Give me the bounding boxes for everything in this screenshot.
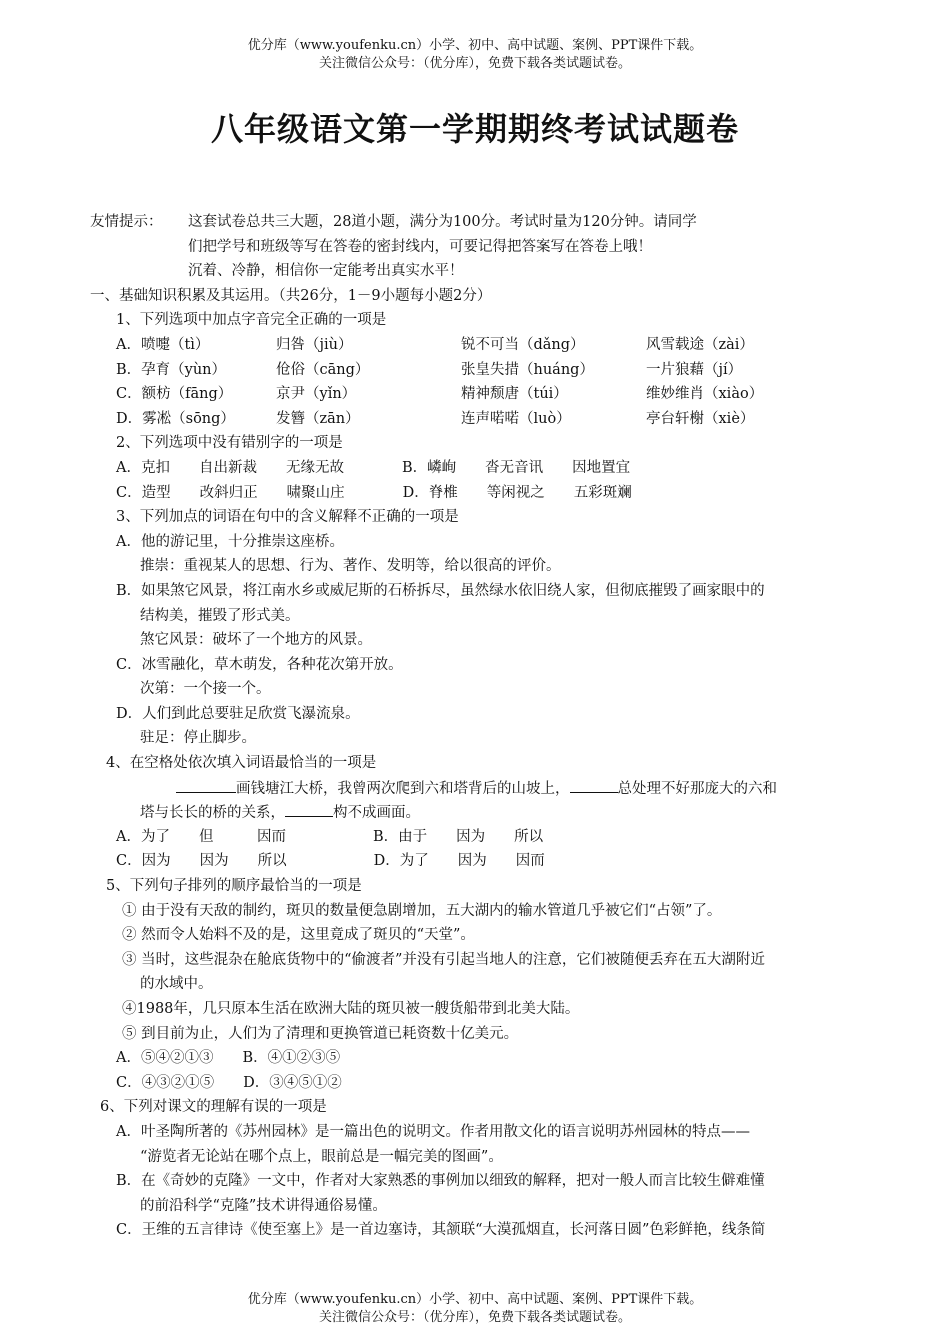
question-3-option-c-explain: 次第：一个接一个。 (140, 681, 271, 698)
question-3-option-c: C．冰雪融化，草木萌发，各种花次第开放。 (116, 656, 403, 673)
section-heading: 一、基础知识积累及其运用。（共26分，1－9小题每小题2分） (90, 287, 492, 304)
question-5-item-3: ③ 当时，这些混杂在舱底货物中的“偷渡者”并没有引起当地人的注意，它们被随便丢弃在五大湖附近 (122, 951, 765, 968)
page-header-line-1: 优分库（www.youfenku.cn）小学、初中、高中试题、案例、PPT课件下载。 (247, 38, 703, 53)
question-4-sentence-1: 画钱塘江大桥，我曾两次爬到六和塔背后的山坡上， 总处理不好那庞大的六和 (90, 776, 865, 801)
question-1-option-a: A．喷嚏（tì） 归咎（jiù） 锐不可当（dǎng） 风雪载途（zài） (116, 336, 754, 353)
question-5-stem: 5、下列句子排列的顺序最恰当的一项是 (106, 878, 362, 895)
blank-1 (176, 776, 236, 793)
question-3-option-a: A．他的游记里，十分推崇这座桥。 (116, 533, 344, 550)
tip-line-3: 沉着、冷静，相信你一定能考出真实水平！ (188, 263, 464, 280)
blank-2 (570, 776, 618, 793)
tip-line-1: 友情提示： 这套试卷总共三大题，28道小题，满分为100分。考试时量为120分钟。请同学 (90, 210, 865, 235)
question-3-option-d: D．人们到此总要驻足欣赏飞瀑流泉。 (116, 705, 360, 722)
question-6-option-a-cont: “游览者无论站在哪个点上，眼前总是一幅完美的图画”。 (140, 1148, 503, 1165)
question-3-option-d-explain: 驻足：停止脚步。 (140, 730, 256, 747)
question-5-options-row-2: C．④③②①⑤ D．③④⑤①② (116, 1074, 342, 1091)
question-4-sentence-2: 塔与长长的桥的关系， 构不成画面。 (90, 800, 865, 825)
question-1-stem: 1、下列选项中加点字音完全正确的一项是 (116, 312, 387, 329)
page-header-line-2: 关注微信公众号：（优分库），免费下载各类试题试卷。 (318, 56, 631, 71)
question-6-stem: 6、下列对课文的理解有误的一项是 (100, 1099, 327, 1116)
question-3-option-b-cont: 结构美，摧毁了形式美。 (140, 607, 300, 624)
question-5-item-1: ① 由于没有天敌的制约，斑贝的数量便急剧增加，五大湖内的输水管道几乎被它们“占领”了。 (122, 902, 722, 919)
question-4-stem: 4、在空格处依次填入词语最恰当的一项是 (106, 755, 377, 772)
tip-line-2: 们把学号和班级等写在答卷的密封线内，可要记得把答案写在答卷上哦！ (188, 238, 652, 255)
question-1-option-c: C．额枋（fāng） 京尹（yǐn） 精神颓唐（túi） 维妙维肖（xiào） (116, 386, 764, 403)
question-5-item-5: ⑤ 到目前为止，人们为了清理和更换管道已耗资数十亿美元。 (122, 1025, 519, 1042)
question-3-option-b: B．如果煞它风景，将江南水乡或威尼斯的石桥拆尽，虽然绿水依旧绕人家，但彻底摧毁了画家眼中的 (116, 582, 765, 599)
question-5-item-2: ② 然而令人始料不及的是，这里竟成了斑贝的“天堂”。 (122, 927, 475, 944)
question-6-option-a: A．叶圣陶所著的《苏州园林》是一篇出色的说明文。作者用散文化的语言说明苏州园林的特点—— (116, 1123, 750, 1140)
question-5-item-3-cont: 的水域中。 (140, 976, 213, 993)
page-footer-line-2: 关注微信公众号：（优分库），免费下载各类试题试卷。 (318, 1310, 631, 1325)
tip-label: 友情提示： (90, 214, 163, 230)
question-3-option-b-explain: 煞它风景：破坏了一个地方的风景。 (140, 632, 372, 649)
question-1-option-d: D．雾凇（sōng） 发簪（zān） 连声喏喏（luò） 亭台轩榭（xiè） (116, 410, 755, 427)
page-footer-line-1: 优分库（www.youfenku.cn）小学、初中、高中试题、案例、PPT课件下载。 (247, 1292, 703, 1307)
question-2-options-row-1: A．克扣 自出新裁 无缘无故 B．嶙峋 沓无音讯 因地置宜 (116, 459, 631, 476)
exam-content (90, 210, 865, 1243)
question-3-option-a-explain: 推崇：重视某人的思想、行为、著作、发明等，给以很高的评价。 (140, 558, 561, 575)
question-5-options-row-1: A．⑤④②①③ B．④①②③⑤ (116, 1050, 341, 1067)
blank-3 (285, 800, 333, 817)
question-4-options-row-1: A．为了 但 因而 B．由于 因为 所以 (116, 828, 544, 845)
question-4-options-row-2: C．因为 因为 所以 D．为了 因为 因而 (116, 853, 545, 870)
question-2-options-row-2: C．造型 改斜归正 啸聚山庄 D．脊椎 等闲视之 五彩斑斓 (116, 484, 632, 501)
question-2-stem: 2、下列选项中没有错别字的一项是 (116, 435, 343, 452)
question-6-option-b-cont: 的前沿科学“克隆”技术讲得通俗易懂。 (140, 1197, 387, 1214)
question-6-option-b: B．在《奇妙的克隆》一文中，作者对大家熟悉的事例加以细致的解释，把对一般人而言比较生僻难懂 (116, 1173, 765, 1190)
question-3-stem: 3、下列加点的词语在句中的含义解释不正确的一项是 (116, 509, 459, 526)
exam-title: 八年级语文第一学期期终考试试题卷 (210, 110, 739, 148)
question-6-option-c: C．王维的五言律诗《使至塞上》是一首边塞诗，其颔联“大漠孤烟直，长河落日圆”色彩鲜艳，线条简 (116, 1222, 766, 1239)
question-1-option-b: B．孕育（yùn） 伧俗（cāng） 张皇失措（huáng） 一片狼藉（jí） (116, 361, 743, 378)
question-5-item-4: ④1988年，几只原本生活在欧洲大陆的斑贝被一艘货船带到北美大陆。 (122, 1001, 580, 1017)
